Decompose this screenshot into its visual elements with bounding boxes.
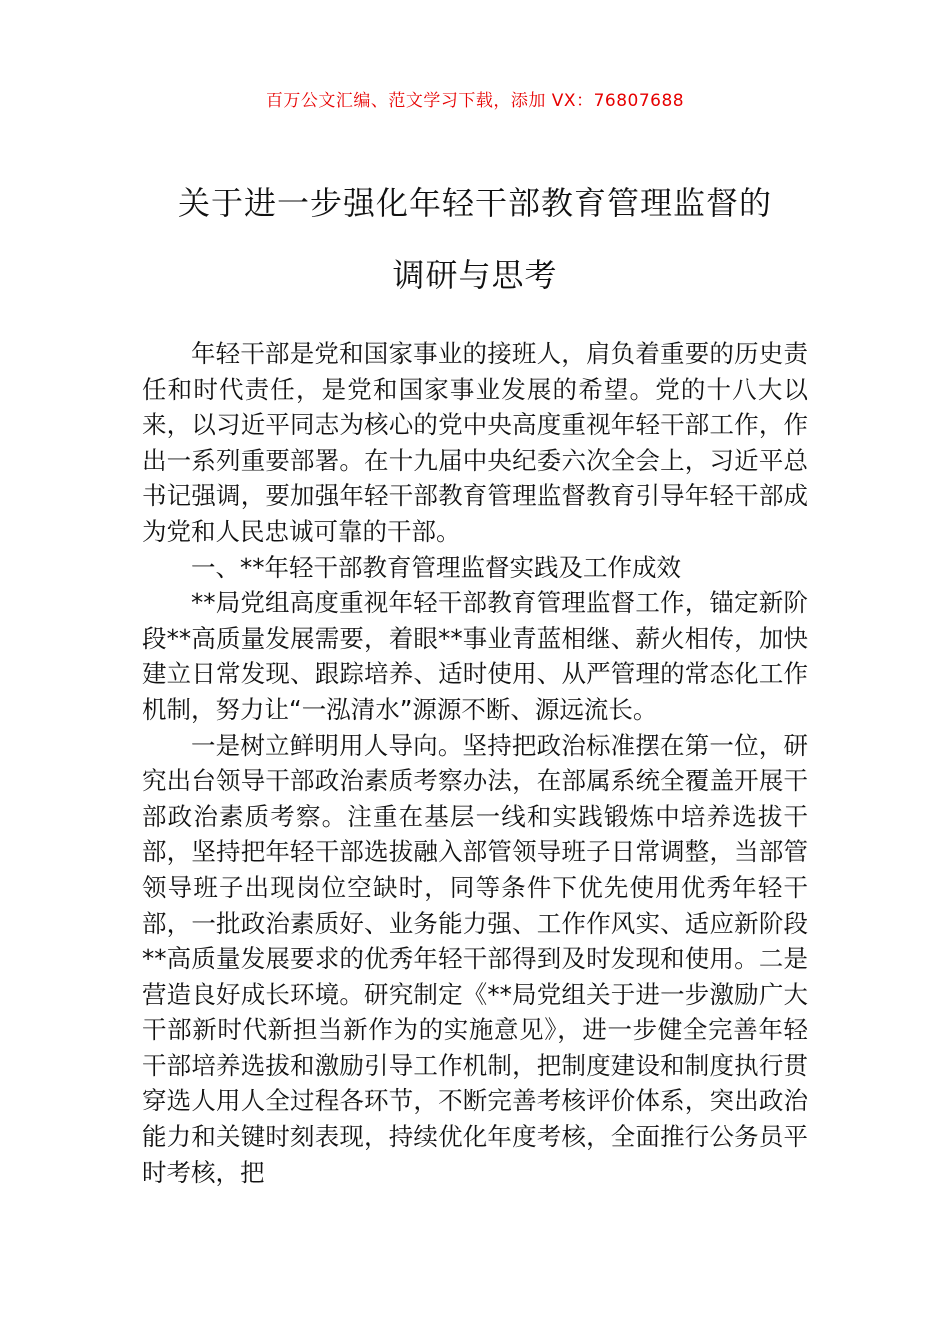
document-body [142,336,808,1190]
paragraph-intro: 年轻干部是党和国家事业的接班人，肩负着重要的历史责任和时代责任，是党和国家事业发展的希望。党的十八大以来，以习近平同志为核心的党中央高度重视年轻干部工作，作出一系列重要部署。在十九届中央纪委六次全会上，习近平总书记强调，要加强年轻干部教育管理监督教育引导年轻干部成为党和人民忠诚可靠的干部。 [142,339,808,546]
paragraph-overview: **局党组高度重视年轻干部教育管理监督工作，锚定新阶段**高质量发展需要，着眼**事业青蓝相继、薪火相传，加快建立日常发现、跟踪培养、适时使用、从严管理的常态化工作机制，努力让“一泓清水”源源不断、源远流长。 [142,588,808,724]
header-promo-note: 百万公文汇编、范文学习下载，添加 VX：76807688 [265,91,685,111]
paragraph-measures: 一是树立鲜明用人导向。坚持把政治标准摆在第一位，研究出台领导干部政治素质考察办法，在部属系统全覆盖开展干部政治素质考察。注重在基层一线和实践锻炼中培养选拔干部，坚持把年轻干部选拔融入部管领导班子日常调整，当部管领导班子出现岗位空缺时，同等条件下优先使用优秀年轻干部，一批政治素质好、业务能力强、工作作风实、适应新阶段**高质量发展要求的优秀年轻干部得到及时发现和使用。二是营造良好成长环境。研究制定《**局党组关于进一步激励广大干部新时代新担当新作为的实施意见》，进一步健全完善年轻干部培养选拔和激励引导工作机制，把制度建设和制度执行贯穿选人用人全过程各环节，不断完善考核评价体系，突出政治能力和关键时刻表现，持续优化年度考核，全面推行公务员平时考核，把 [142,730,808,1187]
section-heading-1: 一、**年轻干部教育管理监督实践及工作成效 [191,552,681,582]
document-title-line-1: 关于进一步强化年轻干部教育管理监督的 [177,184,772,222]
document-title-line-2: 调研与思考 [392,256,558,294]
